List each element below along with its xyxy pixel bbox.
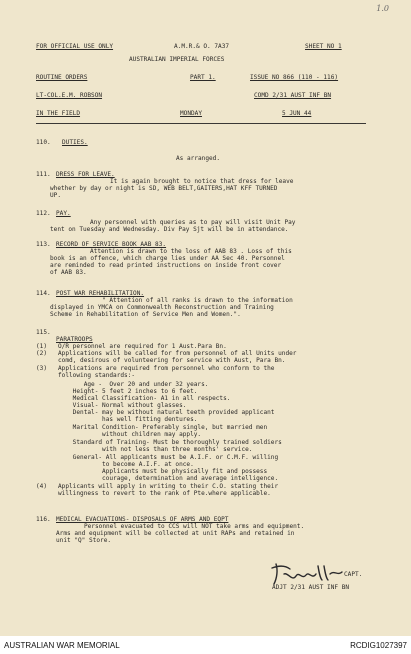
section-111-title: DRESS FOR LEAVE.	[56, 171, 115, 178]
section-115-line: (4) Applicants will apply in writing to their C.O. stating their	[36, 483, 279, 490]
section-115-line: without children may apply.	[36, 431, 202, 438]
officer-name: LT-COL.E.M. ROBSON	[36, 92, 103, 99]
section-115-line: Age - Over 20 and under 32 years.	[36, 381, 209, 388]
section-116-line: Arms and equipment will be collected at unit RAPs and retained in	[56, 530, 295, 537]
section-112-title: PAY.	[56, 210, 71, 217]
order-type: ROUTINE ORDERS	[36, 74, 88, 81]
section-114-line: " Attention of all ranks is drawn to the information	[102, 297, 293, 304]
section-115-line: Medical Classification- A1 in all respects.	[36, 395, 231, 402]
section-112-line: Any personnel with queries as to pay will visit Unit Pay	[90, 219, 296, 226]
archive-footer	[0, 636, 411, 654]
section-113-line: Attention is drawn to the loss of AAB 83 . Loss of this	[90, 248, 292, 255]
section-115-line: Standard of Training- Must be thoroughly trained soldiers	[36, 439, 282, 446]
section-110-title: DUTIES.	[62, 139, 88, 146]
section-115-line: willingness to revert to the rank of Pte.where applicable.	[36, 490, 271, 497]
section-115-line: Applicants must be physically fit and possess	[36, 468, 268, 475]
signature-appointment: ADJT 2/31 AUST INF BN	[272, 584, 350, 591]
section-113-line: are reminded to read printed instructions on inside front cover	[50, 262, 282, 269]
section-111-line: UP.	[50, 192, 62, 199]
section-116-line: unit "Q" Store.	[56, 537, 112, 544]
section-111-line: It is again brought to notice that dress for leave	[110, 178, 294, 185]
section-115-line: Marital Condition- Preferably single, but married men	[36, 424, 268, 431]
form-code: A.M.R.& O. 7A37	[174, 43, 230, 50]
section-115-line: following standards:-	[36, 372, 136, 379]
section-112-number: 112.	[36, 210, 51, 217]
section-114-number: 114.	[36, 290, 51, 297]
footer-record-id: RCDIG1027397	[350, 641, 407, 650]
section-115-line: General- All applicants must be A.I.F. or C.M.F. willing	[36, 454, 279, 461]
header-divider	[36, 123, 366, 124]
section-116-title: MEDICAL EVACUATIONS- DISPOSALS OF ARMS AND EQPT	[56, 516, 229, 523]
section-115-line: has well fitting dentures.	[36, 416, 198, 423]
issue-number: ISSUE NO 866 (110 - 116)	[250, 74, 339, 81]
section-115-line: comd, desirous of volunteering for service with Aust, Para Bn.	[36, 357, 286, 364]
day: MONDAY	[180, 110, 203, 117]
section-115-title: PARATROOPS	[56, 336, 93, 343]
section-115-line: Height- 5 feet 2 inches to 6 feet.	[36, 388, 198, 395]
section-114-line: Scheme in Rehabilitation of Service Men and Women.".	[50, 311, 241, 318]
section-115-number: 115.	[36, 329, 51, 336]
section-111-number: 111.	[36, 171, 51, 178]
section-113-title: RECORD OF SERVICE BOOK AAB 83.	[56, 241, 167, 248]
section-115-line: with not less than three months' service.	[36, 446, 253, 453]
section-115-line: Dental- may be without natural teeth provided applicant	[36, 409, 275, 416]
section-113-number: 113.	[36, 241, 51, 248]
section-115-line: to become A.I.F. at once.	[36, 461, 194, 468]
section-116-number: 116.	[36, 516, 51, 523]
section-115-line: (1) O/R personnel are required for 1 Aust.Para Bn.	[36, 343, 227, 350]
part-number: PART 1.	[190, 74, 216, 81]
section-115-line: Visual- Normal without glasses.	[36, 402, 187, 409]
section-115-line: (2) Applications will be called for from personnel of all Units under	[36, 350, 297, 357]
signature-rank: CAPT.	[344, 571, 363, 578]
section-114-title: POST WAR REHABILITATION.	[56, 290, 145, 297]
section-110-number: 110.	[36, 139, 51, 146]
footer-institution: AUSTRALIAN WAR MEMORIAL	[4, 641, 120, 650]
location: IN THE FIELD	[36, 110, 81, 117]
section-111-line: whether by day or night is SD, WEB BELT,GAITERS,HAT KFF TURNED	[50, 185, 278, 192]
date: 5 JUN 44	[282, 110, 312, 117]
command-line: COMD 2/31 AUST INF BN	[254, 92, 332, 99]
classification: FOR OFFICIAL USE ONLY	[36, 43, 114, 50]
section-116-line: Personnel evacuated to CCS will NOT take arms and equipment.	[84, 523, 305, 530]
force-title: AUSTRALIAN IMPERIAL FORCES	[129, 56, 225, 63]
section-115-line: (3) Applications are required from personnel who conform to the	[36, 365, 275, 372]
section-113-line: book is an offence, which charge lies under AA Sec 40. Personnel	[50, 255, 285, 262]
sheet-number: SHEET NO 1	[305, 43, 342, 50]
page-number-annotation: 1.0	[376, 4, 389, 13]
section-110-line: As arranged.	[176, 155, 221, 162]
section-112-line: tent on Tuesday and Wednesday. Div Pay Sjt will be in attendance.	[50, 226, 289, 233]
section-114-line: displayed in YMCA on Commonwealth Reconstruction and Training	[50, 304, 274, 311]
section-115-line: courage, determination and average intelligence.	[36, 475, 279, 482]
section-113-line: of AAB 83.	[50, 269, 87, 276]
